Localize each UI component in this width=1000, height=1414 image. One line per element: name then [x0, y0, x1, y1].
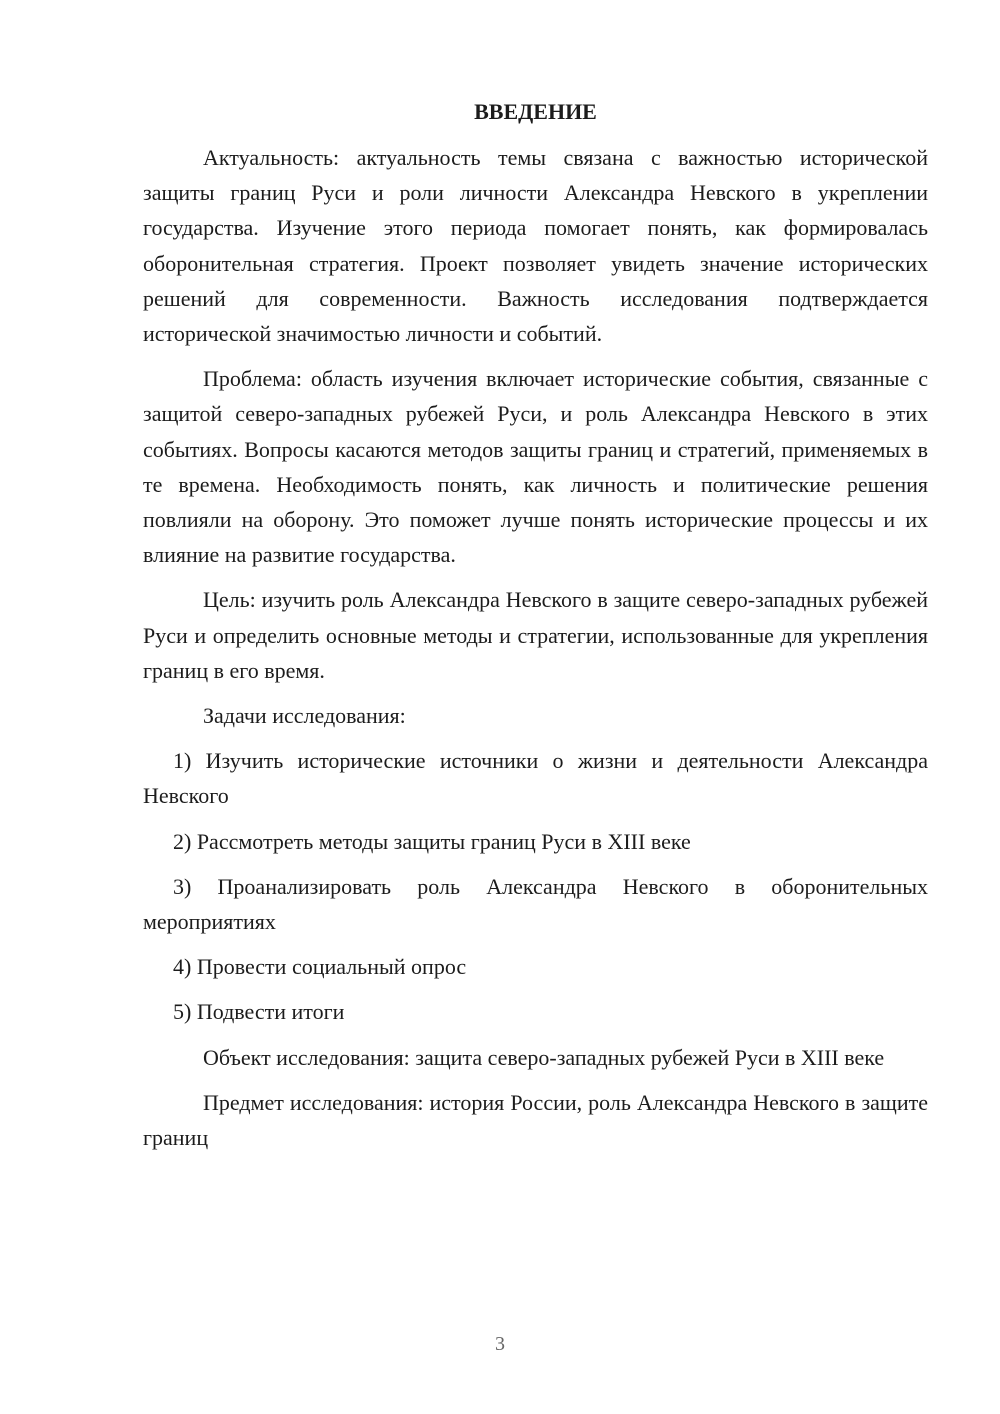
paragraph-tasks-heading: Задачи исследования:: [203, 703, 406, 729]
document-page: [143, 92, 928, 1165]
paragraph-object: Объект исследования: защита северо-западных рубежей Руси в XIII веке: [203, 1044, 885, 1070]
task-item-5: 5) Подвести итоги: [173, 999, 345, 1025]
task-item-4: 4) Провести социальный опрос: [173, 954, 467, 980]
page-number: 3: [495, 1333, 505, 1355]
paragraph-relevance: Актуальность: актуальность темы связана с важностью исторической защиты границ Руси и роли личности Александра Невского в укреплении государства. Изучение этого периода помогает понять, как формировалась оборонительная стратегия. Проект позволяет увидеть значение исторических решений для современности. Важность исследования подтверждается исторической значимостью личности и событий.: [143, 145, 928, 347]
paragraph-goal: Цель: изучить роль Александра Невского в защите северо-западных рубежей Руси и определить основные методы и стратегии, использованные для укрепления границ в его время.: [143, 587, 928, 683]
paragraph-subject: Предмет исследования: история России, роль Александра Невского в защите границ: [143, 1089, 928, 1151]
section-title: ВВЕДЕНИЕ: [474, 99, 597, 124]
paragraph-problem: Проблема: область изучения включает исторические события, связанные с защитой северо-западных рубежей Руси, и роль Александра Невского в этих событиях. Вопросы касаются методов защиты границ и стратегий, применяемых в те времена. Необходимость понять, как личность и политические решения повлияли на оборону. Это поможет лучше понять исторические процессы и их влияние на развитие государства.: [143, 366, 928, 568]
task-item-3: 3) Проанализировать роль Александра Невского в оборонительных мероприятиях: [143, 873, 928, 935]
task-item-1: 1) Изучить исторические источники о жизни и деятельности Александра Невского: [143, 748, 928, 809]
task-item-2: 2) Рассмотреть методы защиты границ Руси в XIII веке: [173, 828, 691, 854]
